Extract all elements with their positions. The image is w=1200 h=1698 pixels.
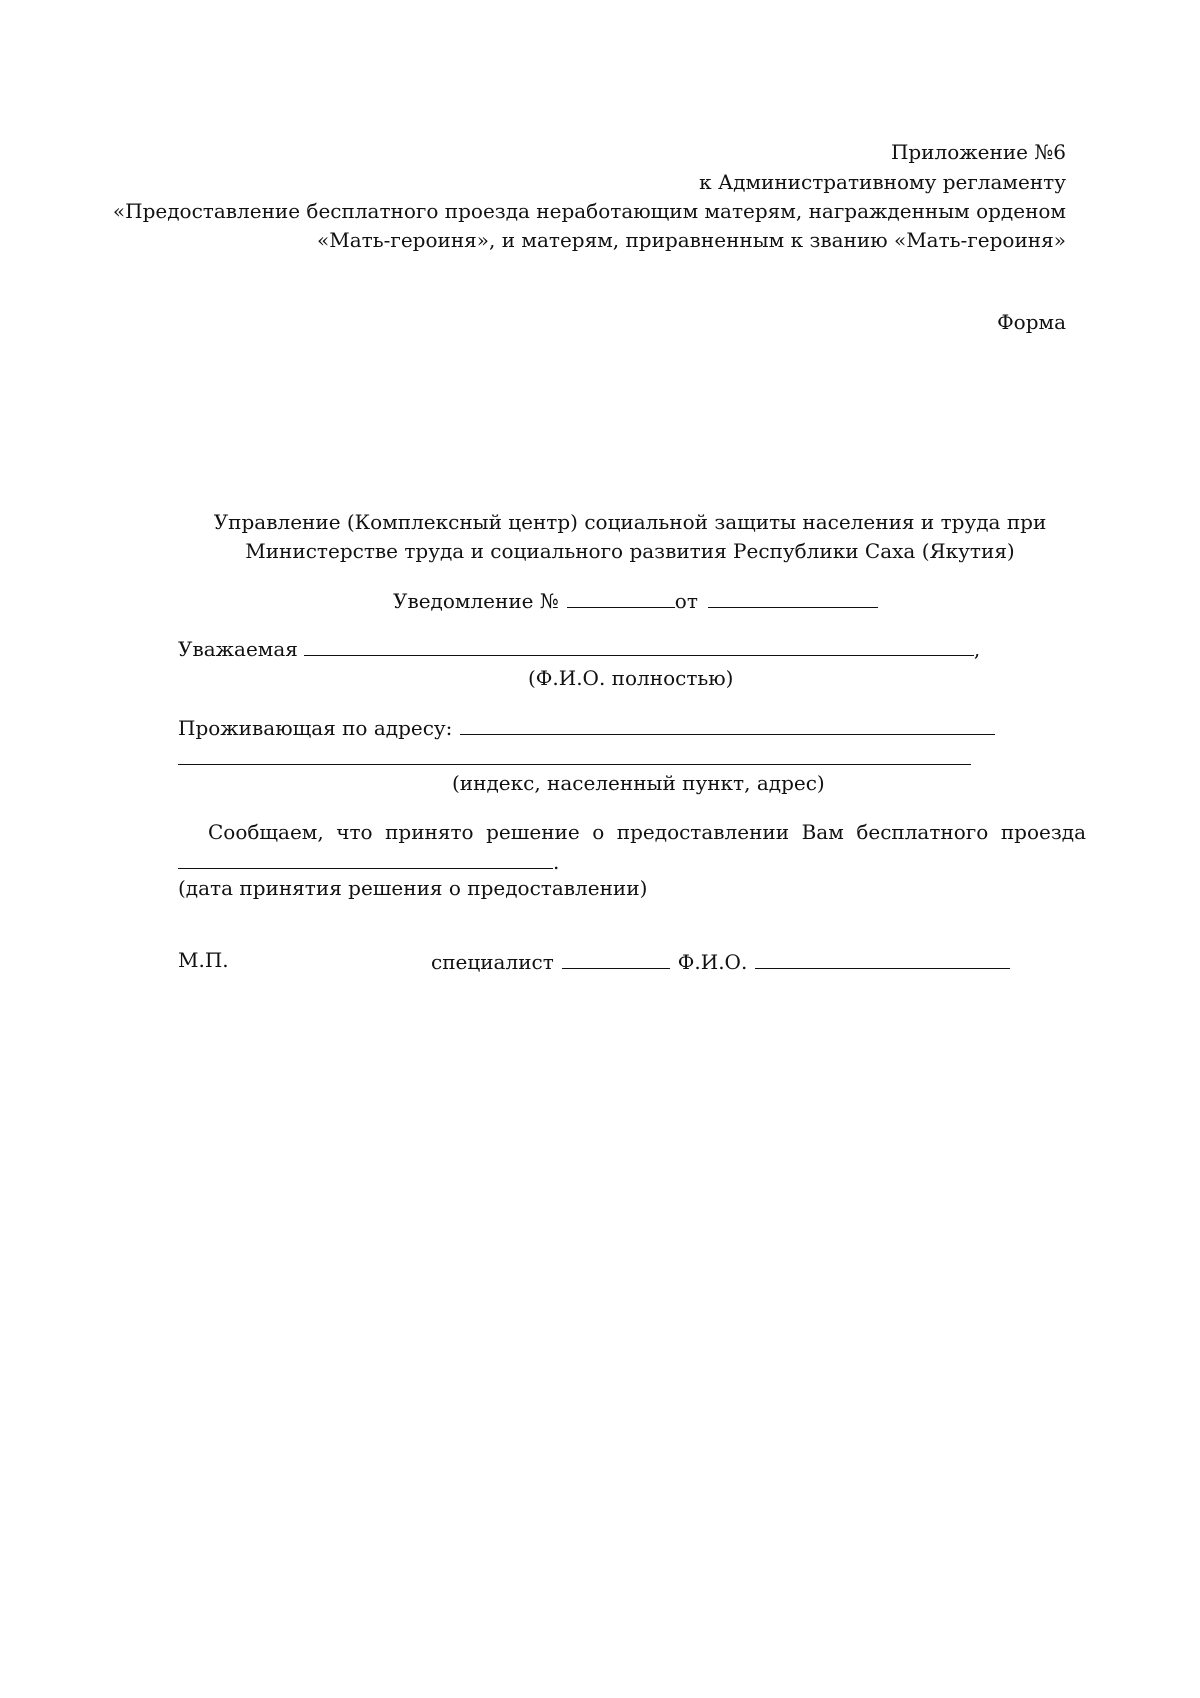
signature-fio-field[interactable] <box>755 946 1010 969</box>
fio-caption: (Ф.И.О. полностью) <box>528 666 734 690</box>
notice-from-label: от <box>674 589 698 613</box>
appendix-title-line2: «Мать-героиня», и матерям, приравненным к званию «Мать-героиня» <box>316 228 1066 252</box>
decision-date-period: . <box>553 850 560 874</box>
specialist-signature-field[interactable] <box>562 946 670 969</box>
specialist-label: специалист <box>431 950 554 974</box>
greeting-line <box>178 633 980 663</box>
form-label: Форма <box>997 310 1066 334</box>
org-name-line1: Управление (Комплексный центр) социальной защиты населения и труда при <box>213 510 1047 534</box>
address-field-line2[interactable] <box>178 764 971 765</box>
decision-date-field[interactable] <box>178 846 553 869</box>
appendix-regulation: к Административному регламенту <box>699 170 1066 194</box>
decision-date-line <box>178 846 559 876</box>
notice-label: Уведомление № <box>393 589 559 613</box>
address-label: Проживающая по адресу: <box>178 716 453 740</box>
address-caption: (индекс, населенный пункт, адрес) <box>452 771 825 795</box>
notice-line <box>393 585 878 615</box>
address-line <box>178 712 995 742</box>
signature-fio-label: Ф.И.О. <box>677 950 748 974</box>
greeting-comma: , <box>973 637 981 661</box>
decision-date-caption: (дата принятия решения о предоставлении) <box>178 876 648 900</box>
decision-message: Сообщаем, что принято решение о предоставлении Вам бесплатного проезда <box>208 820 1086 844</box>
greeting-label: Уважаемая <box>178 637 298 661</box>
fio-field[interactable] <box>304 633 974 656</box>
appendix-title-line1: «Предоставление бесплатного проезда неработающим матерям, награжденным орденом <box>112 199 1066 223</box>
org-name-line2: Министерстве труда и социального развития Республики Саха (Якутия) <box>245 539 1015 563</box>
notice-date-field[interactable] <box>708 585 878 608</box>
address-field-line1[interactable] <box>460 712 995 735</box>
stamp-label: М.П. <box>178 948 229 972</box>
appendix-number: Приложение №6 <box>890 140 1066 164</box>
signature-line <box>431 946 1010 976</box>
notice-number-field[interactable] <box>567 585 675 608</box>
